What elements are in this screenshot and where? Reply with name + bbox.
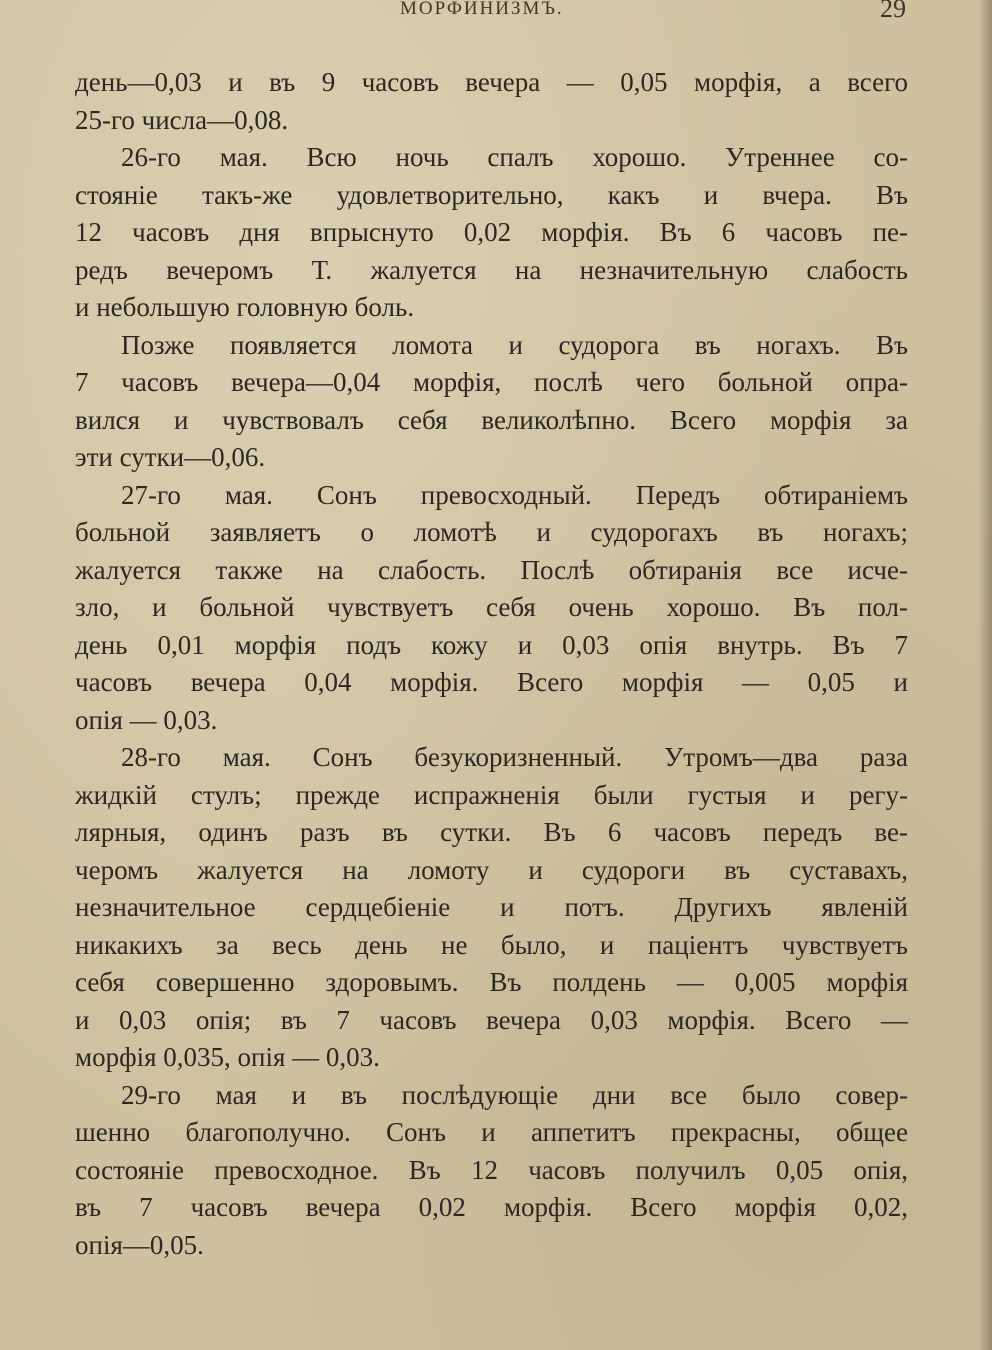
text-line: и небольшую головную боль. [75,292,415,322]
text-line: никакихъ за весь день не было, и паціентъ чувствуетъ [75,929,908,960]
text-line: день—0,03 и въ 9 часовъ вечера — 0,05 морфія, а всего [75,67,908,97]
paragraph [75,1077,908,1265]
page-number: 29 [880,0,906,23]
text-line: 26-го мая. Всю ночь спалъ хорошо. Утреннее со- [121,142,908,172]
text-line: день 0,01 морфія подъ кожу и 0,03 опія внутрь. Въ 7 [75,629,908,660]
text-line: и 0,03 опія; въ 7 часовъ вечера 0,03 морфія. Всего — [75,1004,908,1035]
running-title: МОРФИНИЗМЪ. [400,0,564,19]
body-text [75,64,908,1264]
text-line: Позже появляется ломота и судорога въ ногахъ. Въ [121,329,908,360]
text-line: незначительное сердцебіеніе и потъ. Другихъ явленій [75,892,908,922]
text-line: 29-го мая и въ послѣдующіе дни все было совер- [121,1079,908,1110]
text-line: больной заявляетъ о ломотѣ и судорогахъ въ ногахъ; [75,517,908,547]
text-line: опія — 0,03. [75,704,218,735]
text-line: лярныя, одинъ разъ въ сутки. Въ 6 часовъ передъ ве- [75,817,908,847]
text-line: 12 часовъ дня впрыснуто 0,02 морфія. Въ 6 часовъ пе- [75,217,908,247]
text-line: вился и чувствовалъ себя великолѣпно. Всего морфія за [75,404,908,435]
text-line: жалуется также на слабость. Послѣ обтиранія все исче- [75,554,908,585]
paragraph [75,139,908,327]
text-line: редъ вечеромъ Т. жалуется на незначительную слабость [75,254,908,285]
text-line: часовъ вечера 0,04 морфія. Всего морфія — 0,05 и [75,667,908,697]
text-line: стояніе такъ-же удовлетворительно, какъ и вчера. Въ [75,179,908,210]
text-line: 28-го мая. Сонъ безукоризненный. Утромъ—два раза [121,742,908,772]
paragraph [75,739,908,1077]
text-line: опія—0,05. [75,1229,204,1260]
text-line: морфія 0,035, опія — 0,03. [75,1042,380,1072]
text-line: жидкій стулъ; прежде испражненія были густыя и регу- [75,779,908,810]
text-line: зло, и больной чувствуетъ себя очень хорошо. Въ пол- [75,592,908,622]
text-line: 7 часовъ вечера—0,04 морфія, послѣ чего больной опра- [75,367,908,397]
text-line: состояніе превосходное. Въ 12 часовъ получилъ 0,05 опія, [75,1154,908,1185]
text-line: себя совершенно здоровымъ. Въ полдень — 0,005 морфія [75,967,908,997]
text-line: въ 7 часовъ вечера 0,02 морфія. Всего морфія 0,02, [75,1192,908,1222]
text-line: черомъ жалуется на ломоту и судороги въ суставахъ, [75,854,908,885]
text-line: шенно благополучно. Сонъ и аппетитъ прекрасны, общее [75,1117,908,1147]
paragraph [75,64,908,139]
paragraph [75,477,908,740]
text-line: 25-го числа—0,08. [75,104,289,135]
text-line: 27-го мая. Сонъ превосходный. Передъ обтираніемъ [121,479,908,510]
paragraph [75,327,908,477]
text-line: эти сутки—0,06. [75,442,266,472]
